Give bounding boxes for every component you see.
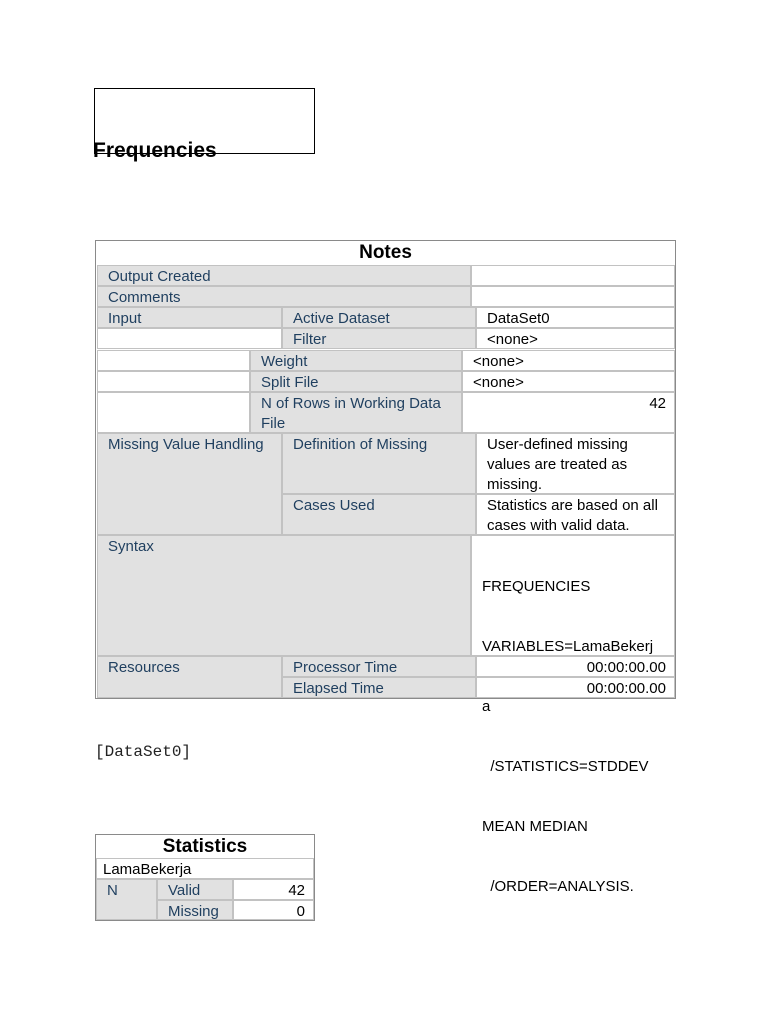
input-label: Input [97,307,282,328]
resources-label: Resources [97,656,282,698]
statistics-table [95,834,315,921]
missing-value: 0 [233,900,314,920]
missing-value-handling-label: Missing Value Handling [97,433,282,535]
comments-label: Comments [97,286,471,307]
dataset-label: [DataSet0] [95,743,192,761]
syntax-line: /STATISTICS=STDDEV [482,758,649,775]
filter-label: Filter [282,328,476,349]
missing-label: Missing [157,900,233,920]
input-blank-row [97,328,282,349]
filter-value: <none> [476,328,675,349]
valid-value: 42 [233,879,314,900]
split-file-label: Split File [250,371,462,392]
page-title: Frequencies [93,139,217,162]
statistics-table-title: Statistics [162,836,248,857]
elapsed-time-label: Elapsed Time [282,677,476,698]
weight-blank [97,350,250,371]
valid-label: Valid [157,879,233,900]
elapsed-time-value: 00:00:00.00 [476,677,675,698]
n-rows-label: N of Rows in Working Data File [250,392,462,433]
n-rows-blank [97,392,250,433]
notes-table-title: Notes [359,242,412,263]
weight-value: <none> [462,350,675,371]
syntax-line: FREQUENCIES [482,578,591,595]
processor-time-value: 00:00:00.00 [476,656,675,677]
output-created-value [471,265,675,286]
notes-table [95,240,676,895]
weight-label: Weight [250,350,462,371]
definition-of-missing-label: Definition of Missing [282,433,476,494]
definition-of-missing-value: User-defined missing values are treated as missing. [476,433,675,494]
output-created-label: Output Created [97,265,471,286]
syntax-line: a [482,698,491,715]
n-label: N [96,879,157,920]
variable-name: LamaBekerja [96,858,314,879]
active-dataset-label: Active Dataset [282,307,476,328]
syntax-line: VARIABLES=LamaBekerj [482,638,654,655]
syntax-label: Syntax [97,535,471,656]
split-file-blank [97,371,250,392]
n-rows-value: 42 [462,392,675,433]
active-dataset-value: DataSet0 [476,307,675,328]
split-file-value: <none> [462,371,675,392]
syntax-line: /ORDER=ANALYSIS. [482,878,634,895]
processor-time-label: Processor Time [282,656,476,677]
cases-used-label: Cases Used [282,494,476,535]
comments-value [471,286,675,307]
cases-used-value: Statistics are based on all cases with valid data. [476,494,675,535]
syntax-line: MEAN MEDIAN [482,818,588,835]
